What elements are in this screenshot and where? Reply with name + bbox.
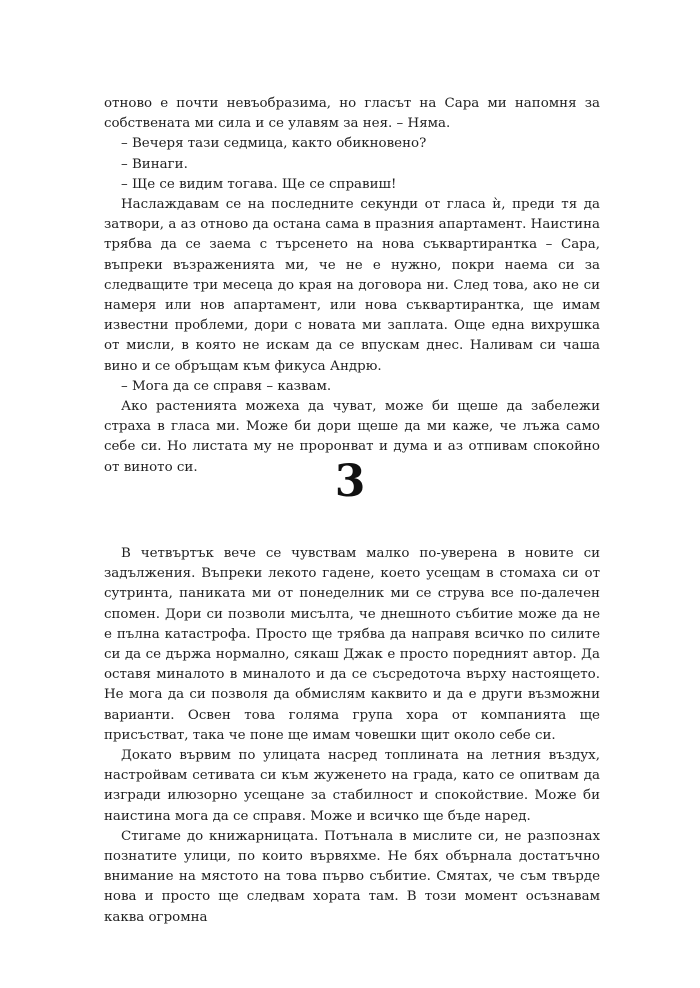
paragraph: Ако растенията можеха да чуват, може би щеше да забележи страха в гласа ми. Може би дори щеше да ми каже, че лъжа само себе си. Но листата му не проронват и дума и аз отпивам спокойно от виното си. bbox=[104, 399, 600, 475]
dialogue-line: – Вечеря тази седмица, както обикновено? bbox=[121, 136, 427, 152]
text-block-top bbox=[104, 94, 600, 478]
paragraph: В четвъртък вече се чувствам малко по-уверена в новите си задължения. Въпреки лекото гадене, което усещам в стомаха си от сутринта, паниката ми от понеделник ми се струва все по-далечен спомен. Дори си позволи мисълта, че днешното събитие може да не е пълна катастрофа. Просто ще трябва да направя всичко по силите си да се държа нормално, сякаш Джак е просто поредният автор. Да оставя миналото в миналото и да се съсредоточа върху настоящето. Не мога да си позволя да обмислям каквито и да е други възможни варианти. Освен това голяма група хора от компанията ще присъстват, така че поне ще имам човешки щит около себе си. bbox=[104, 546, 600, 743]
dialogue-line: – Винаги. bbox=[121, 156, 188, 172]
text-block-bottom bbox=[104, 544, 600, 928]
paragraph: Стигаме до книжарницата. Потънала в мислите си, не разпознах познатите улици, по които вървяхме. Не бях обърнала достатъчно внимание на мястото на това първо събитие. Смятах, че съм твърде нова и просто ще следвам хората там. В този момент осъзнавам каква огромна bbox=[104, 828, 600, 925]
paragraph: Наслаждавам се на последните секунди от гласа ѝ, преди тя да затвори, а аз отново да остана сама в празния апартамент. Наистина трябва да се заема с търсенето на нова съквартирантка – Сара, въпреки възраженията ми, че не е нужно, покри наема си за следващите три месеца до края на договора ни. След това, ако не си намеря или нов апартамент, или нова съквартирантка, ще имам известни проблеми, дори с новата ми заплата. Още една вихрушка от мисли, в която не искам да се впускам днес. Наливам си чаша вино и се обръщам към фикуса Андрю. bbox=[104, 197, 600, 374]
paragraph: Докато вървим по улицата насред топлината на летния въздух, настройвам сетивата си към жуженето на града, като се опитвам да изгради илюзорно усещане за стабилност и спокойствие. Може би наистина мога да се справя. Може и всичко ще бъде наред. bbox=[104, 748, 600, 824]
chapter-number: 3 bbox=[334, 456, 366, 507]
dialogue-line: – Ще се видим тогава. Ще се справиш! bbox=[121, 176, 397, 192]
paragraph: отново е почти невъобразима, но гласът на Сара ми напомня за собствената ми сила и се улавям за нея. – Няма. bbox=[104, 96, 600, 132]
dialogue-line: – Мога да се справя – казвам. bbox=[121, 378, 332, 394]
